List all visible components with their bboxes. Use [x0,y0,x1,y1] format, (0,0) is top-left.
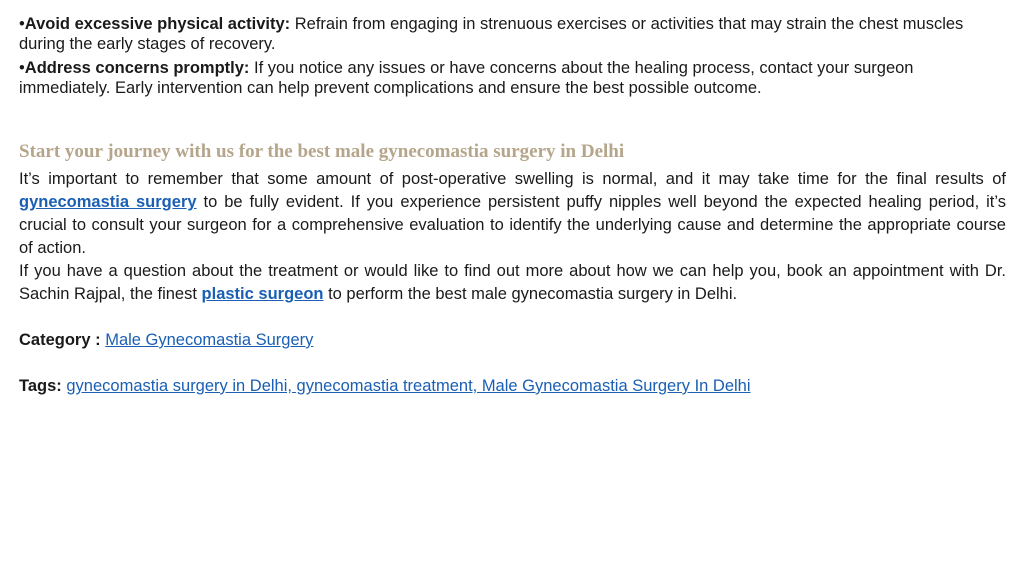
paragraph-swelling [19,168,1006,260]
paragraph-text: to perform the best male gynecomastia surgery in Delhi. [323,285,738,303]
section-heading: Start your journey with us for the best male gynecomastia surgery in Delhi [19,141,625,162]
bullet-title: Address concerns promptly: [24,59,250,77]
paragraph-text: If you have a question about the treatment or would like to find out more about how we can help you, book an appointment with Dr. Sachin Rajpal, the finest [19,262,1006,303]
gynecomastia-surgery-link[interactable]: gynecomastia surgery [19,193,197,211]
bullet-text: If you notice any issues or have concerns about the healing process, contact your surgeon immediately. Early intervention can help prevent complications and ensure the best possible outcome. [19,59,914,97]
bullet-title: Avoid excessive physical activity: [24,15,291,33]
bullet-marker: • [19,15,25,33]
tags-label: Tags: [19,377,62,395]
category-line [19,329,1006,352]
paragraph-text: to be fully evident. If you experience persistent puffy nipples well beyond the expected healing period, it’s crucial to consult your surgeon for a comprehensive evaluation to identify the underlying cause and determine the appropriate course of action. [19,193,1006,257]
tags-line [19,375,1006,398]
category-label: Category : [19,331,101,349]
paragraph-text: It’s important to remember that some amount of post-operative swelling is normal, and it may take time for the final results of [19,170,1006,188]
bullet-item-address-concerns [19,58,1006,98]
category-link[interactable]: Male Gynecomastia Surgery [105,331,314,349]
bullet-item-physical-activity [19,14,1006,54]
tags-links[interactable]: gynecomastia surgery in Delhi, gynecomastia treatment, Male Gynecomastia Surgery In Delhi [66,377,751,395]
paragraph-appointment [19,260,1006,306]
plastic-surgeon-link[interactable]: plastic surgeon [201,285,324,303]
bullet-marker: • [19,59,25,77]
bullet-text: Refrain from engaging in strenuous exercises or activities that may strain the chest muscles during the early stages of recovery. [19,15,964,53]
